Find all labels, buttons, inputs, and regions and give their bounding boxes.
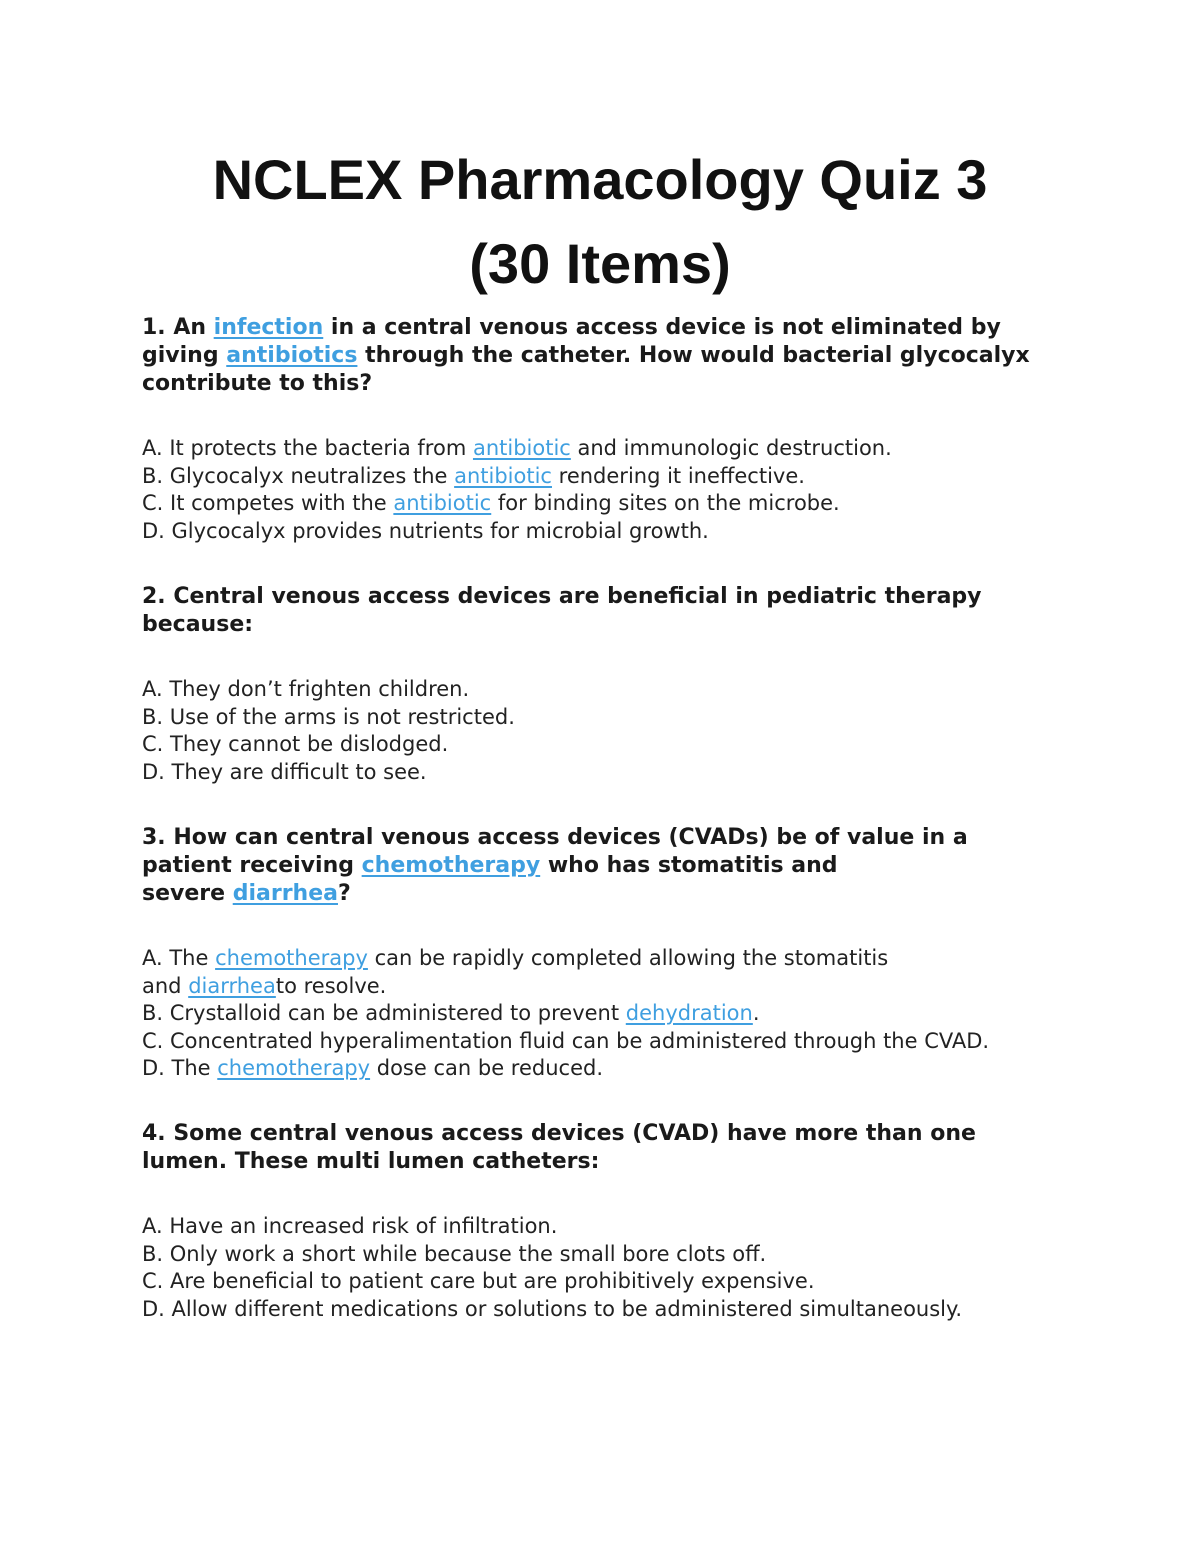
option-1d: D. Glycocalyx provides nutrients for microbial growth. (142, 518, 709, 543)
question-3-options (142, 945, 1082, 1083)
question-1-options (142, 435, 1082, 545)
option-2d: D. They are difficult to see. (142, 759, 427, 784)
link-chemotherapy[interactable]: chemotherapy (361, 853, 541, 878)
option-1a: A. It protects the bacteria from antibiotic and immunologic destruction. (142, 436, 892, 460)
question-4-options (142, 1213, 1082, 1323)
question-2-options (142, 676, 1082, 786)
link-diarrhea[interactable]: diarrhea (188, 973, 276, 998)
link-dehydration[interactable]: dehydration (625, 1001, 753, 1025)
link-antibiotics[interactable]: antibiotics (226, 343, 358, 368)
link-antibiotic[interactable]: antibiotic (393, 491, 492, 515)
link-chemotherapy[interactable]: chemotherapy (217, 1056, 371, 1080)
option-3d: D. The chemotherapy dose can be reduced. (142, 1056, 603, 1080)
option-3c: C. Concentrated hyperalimentation fluid can be administered through the CVAD. (142, 1028, 990, 1053)
link-chemotherapy[interactable]: chemotherapy (215, 946, 368, 970)
page-title: NCLEX Pharmacology Quiz 3 (212, 148, 988, 211)
link-infection[interactable]: infection (213, 315, 324, 340)
option-4c: C. Are beneficial to patient care but are prohibitively expensive. (142, 1269, 815, 1293)
question-1: 1. An infection in a central venous access device is not eliminated by giving antibiotics through the catheter. How would bacterial glycocalyx contribute to this? (142, 315, 1030, 396)
option-4d: D. Allow different medications or solutions to be administered simultaneously. (142, 1296, 963, 1321)
link-antibiotic[interactable]: antibiotic (454, 463, 552, 488)
option-1c: C. It competes with the antibiotic for binding sites on the microbe. (142, 491, 840, 515)
option-3b: B. Crystalloid can be administered to prevent dehydration. (142, 1001, 760, 1025)
question-2: 2. Central venous access devices are beneficial in pediatric therapy because: (142, 584, 982, 637)
link-antibiotic[interactable]: antibiotic (472, 436, 571, 460)
link-diarrhea[interactable]: diarrhea (232, 881, 338, 906)
question-3: 3. How can central venous access devices (CVADs) be of value in a patient receiving chemotherapy who has stomatitis and severe diarrhea? (142, 825, 968, 906)
option-2b: B. Use of the arms is not restricted. (142, 704, 515, 729)
option-3a: A. The chemotherapy can be rapidly completed allowing the stomatitis and diarrheato resolve. (142, 946, 889, 998)
page-subtitle: (30 Items) (469, 232, 731, 295)
option-4a: A. Have an increased risk of infiltration. (142, 1214, 558, 1238)
option-2c: C. They cannot be dislodged. (142, 732, 449, 756)
option-2a: A. They don’t frighten children. (142, 677, 470, 701)
option-4b: B. Only work a short while because the small bore clots off. (142, 1241, 767, 1266)
question-4: 4. Some central venous access devices (CVAD) have more than one lumen. These multi lumen catheters: (142, 1121, 976, 1174)
option-1b: B. Glycocalyx neutralizes the antibiotic rendering it ineffective. (142, 463, 805, 488)
